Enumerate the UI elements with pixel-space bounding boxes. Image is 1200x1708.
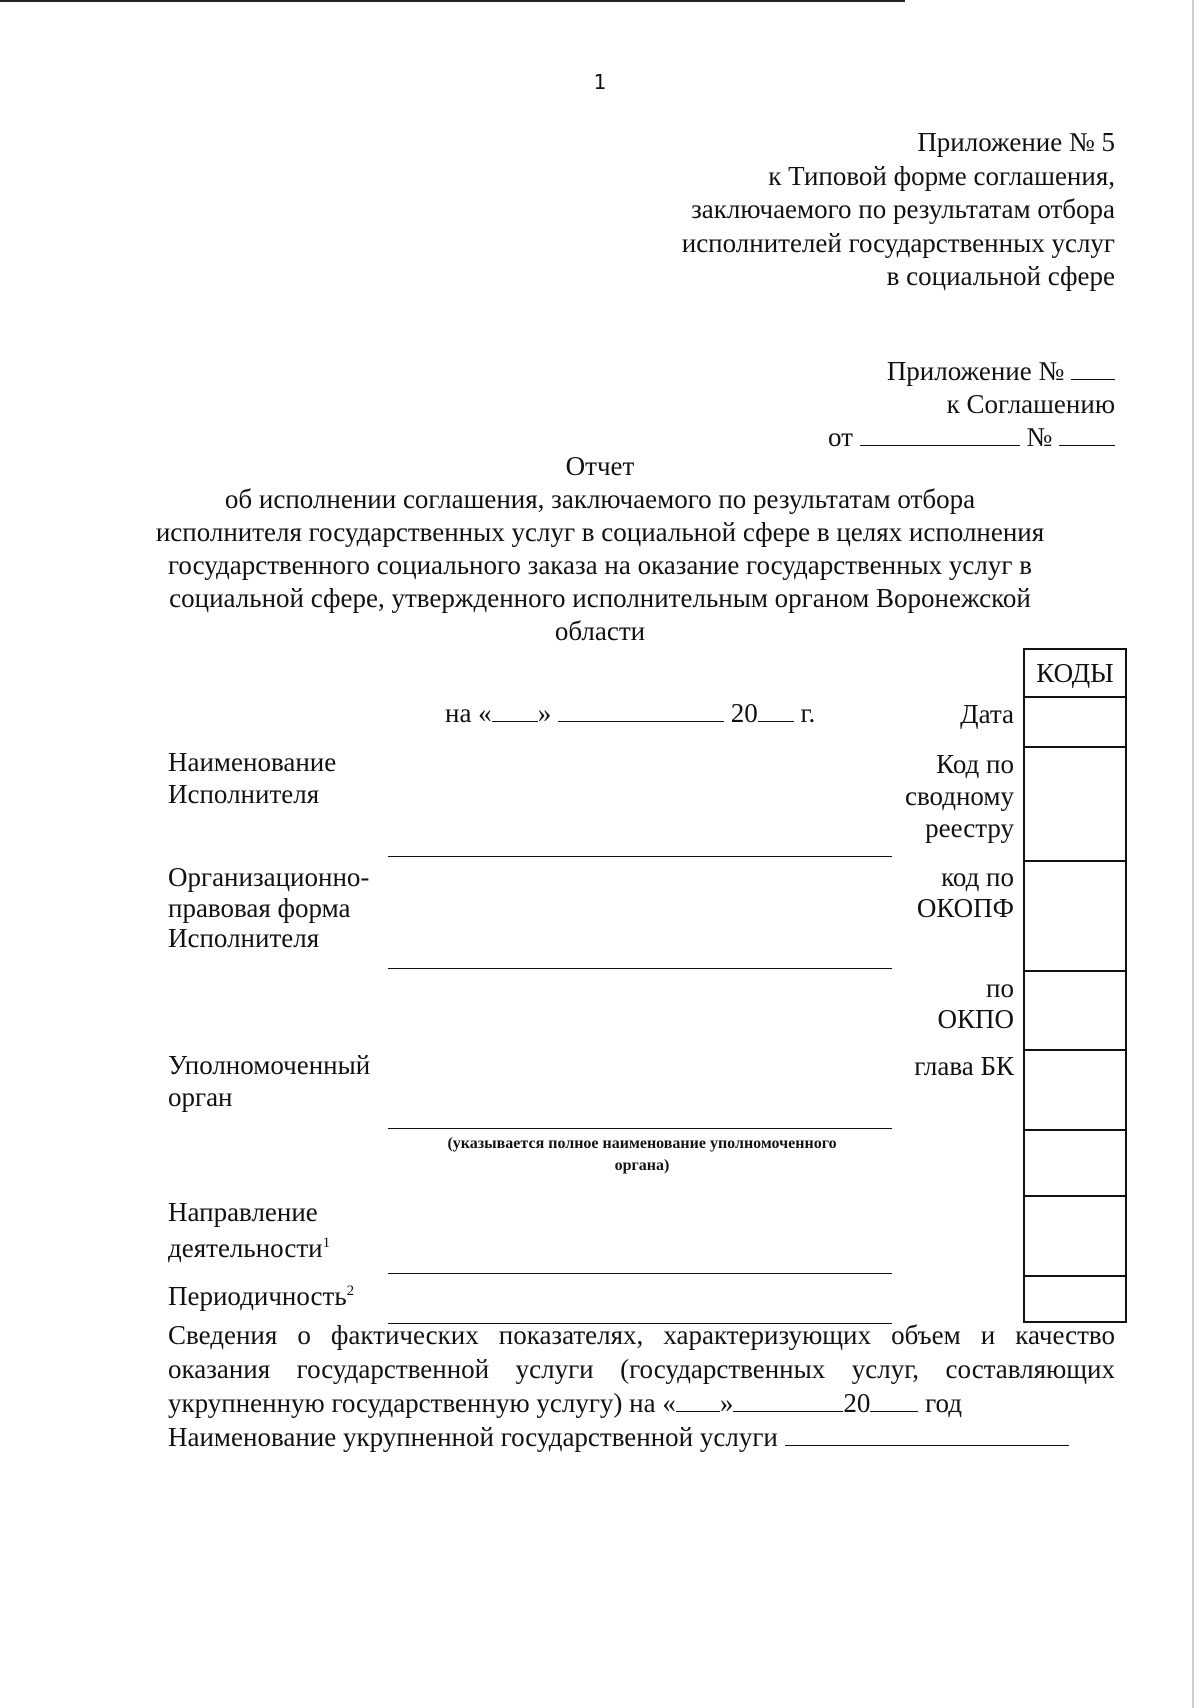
footnote-ref-2: 2 <box>346 1283 355 1299</box>
report-subtitle-line: государственного социального заказа на оказание государственных услуг в <box>168 550 1032 580</box>
report-subtitle-line: об исполнении соглашения, заключаемого по результатам отбора <box>224 484 976 514</box>
report-subtitle-line: исполнителя государственных услуг в социальной сфере в целях исполнения <box>155 517 1045 547</box>
report-date-line <box>445 697 815 729</box>
executor-name-field[interactable] <box>388 856 892 857</box>
label-org-form-line3: Исполнителя <box>168 923 320 953</box>
top-border-line <box>0 0 905 2</box>
footnote-ref-1: 1 <box>322 1235 331 1251</box>
label-svod-line1: Код по <box>936 749 1014 779</box>
code-cell-extra[interactable] <box>1024 1130 1126 1196</box>
authority-note-line2: органа) <box>614 1157 670 1174</box>
info-line: оказания государственной услуги (государственных услуг, составляющих <box>168 1354 1115 1384</box>
info-line-3 <box>168 1386 1115 1420</box>
date-year-prefix: 20 <box>730 698 758 728</box>
day-blank[interactable] <box>492 699 538 722</box>
code-cell-svod[interactable] <box>1024 747 1126 861</box>
info-month-blank[interactable] <box>733 1389 843 1412</box>
authority-note <box>388 1133 896 1177</box>
authority-note-line1: (указывается полное наименование уполномоченного <box>447 1135 837 1152</box>
to-agreement-label: к Соглашению <box>946 389 1115 419</box>
label-executor-line1: Наименование <box>168 747 337 777</box>
label-direction-line1: Направление <box>168 1197 318 1227</box>
codes-header: КОДЫ <box>1024 649 1126 697</box>
annex-5-line: Приложение № 5 <box>917 127 1115 157</box>
label-authority-line2: орган <box>168 1082 233 1112</box>
codes-table <box>1023 648 1127 1323</box>
report-heading <box>150 450 1050 648</box>
code-cell-okpo[interactable] <box>1024 971 1126 1050</box>
service-name-blank[interactable] <box>785 1423 1069 1446</box>
label-direction-line2 <box>168 1227 330 1264</box>
label-okpo-line1: по <box>986 973 1014 1003</box>
authority-field[interactable] <box>388 1128 892 1129</box>
annex-5-line: заключаемого по результатам отбора <box>691 194 1115 224</box>
info-line3-quote: » <box>719 1388 734 1418</box>
month-blank[interactable] <box>558 699 724 722</box>
annex-5-line: исполнителей государственных услуг <box>681 227 1115 258</box>
info-line-4 <box>168 1420 1115 1454</box>
label-svod-line3: реестру <box>925 813 1014 843</box>
code-cell-direction[interactable] <box>1024 1196 1126 1276</box>
report-subtitle-line: социальной сфере, утвержденного исполнительным органом Воронежской <box>169 583 1031 613</box>
right-page-edge <box>1192 0 1194 1708</box>
info-year-word: год <box>925 1388 962 1418</box>
number-label: № <box>1026 422 1053 452</box>
annex-number-blank[interactable] <box>1071 357 1115 380</box>
date-suffix: г. <box>800 698 816 728</box>
label-okopf-line1: код по <box>941 862 1014 892</box>
label-periodicity <box>168 1275 354 1312</box>
info-year-blank[interactable] <box>870 1389 918 1412</box>
info-line: Сведения о фактических показателях, характеризующих объем и качество <box>168 1320 1115 1350</box>
report-title: Отчет <box>565 451 635 481</box>
date-quote-close: » <box>537 698 552 728</box>
direction-field[interactable] <box>388 1273 892 1274</box>
label-authority-line1: Уполномоченный <box>168 1050 371 1080</box>
label-org-form-line2: правовая форма <box>168 893 351 923</box>
code-cell-okopf[interactable] <box>1024 861 1126 971</box>
label-svod-line2: сводному <box>904 781 1014 811</box>
annex-agreement-header <box>828 355 1115 454</box>
date-blank[interactable] <box>860 423 1020 446</box>
periodicity-text: Периодичность <box>168 1281 347 1311</box>
label-glava-bk: глава БК <box>914 1051 1014 1081</box>
number-blank[interactable] <box>1059 423 1115 446</box>
annex-5-header <box>682 126 1115 294</box>
code-cell-date[interactable] <box>1024 697 1126 747</box>
info-year-prefix: 20 <box>843 1388 871 1418</box>
annex-number-label: Приложение № <box>886 356 1065 386</box>
code-cell-period[interactable] <box>1024 1276 1126 1322</box>
page-number: 1 <box>593 70 607 94</box>
label-date: Дата <box>960 699 1014 729</box>
report-subtitle-line: области <box>554 616 646 646</box>
info-line3-text: укрупненную государственную услугу) на « <box>168 1388 676 1418</box>
code-cell-glava[interactable] <box>1024 1050 1126 1130</box>
info-day-blank[interactable] <box>676 1389 720 1412</box>
direction-text: деятельности <box>168 1233 323 1263</box>
annex-5-line: к Типовой форме соглашения, <box>768 160 1115 191</box>
from-label: от <box>828 422 853 452</box>
label-org-form-line1: Организационно- <box>168 862 370 892</box>
service-name-label: Наименование укрупненной государственной услуги <box>168 1422 778 1452</box>
date-prefix: на « <box>445 698 492 728</box>
info-paragraph <box>168 1318 1115 1454</box>
annex-5-line: в социальной сфере <box>886 261 1115 291</box>
label-okopf-line2: ОКОПФ <box>916 893 1014 923</box>
label-executor-line2: Исполнителя <box>168 779 320 809</box>
label-okpo-line2: ОКПО <box>937 1004 1014 1034</box>
org-form-field[interactable] <box>388 968 892 969</box>
year-blank[interactable] <box>758 699 794 722</box>
